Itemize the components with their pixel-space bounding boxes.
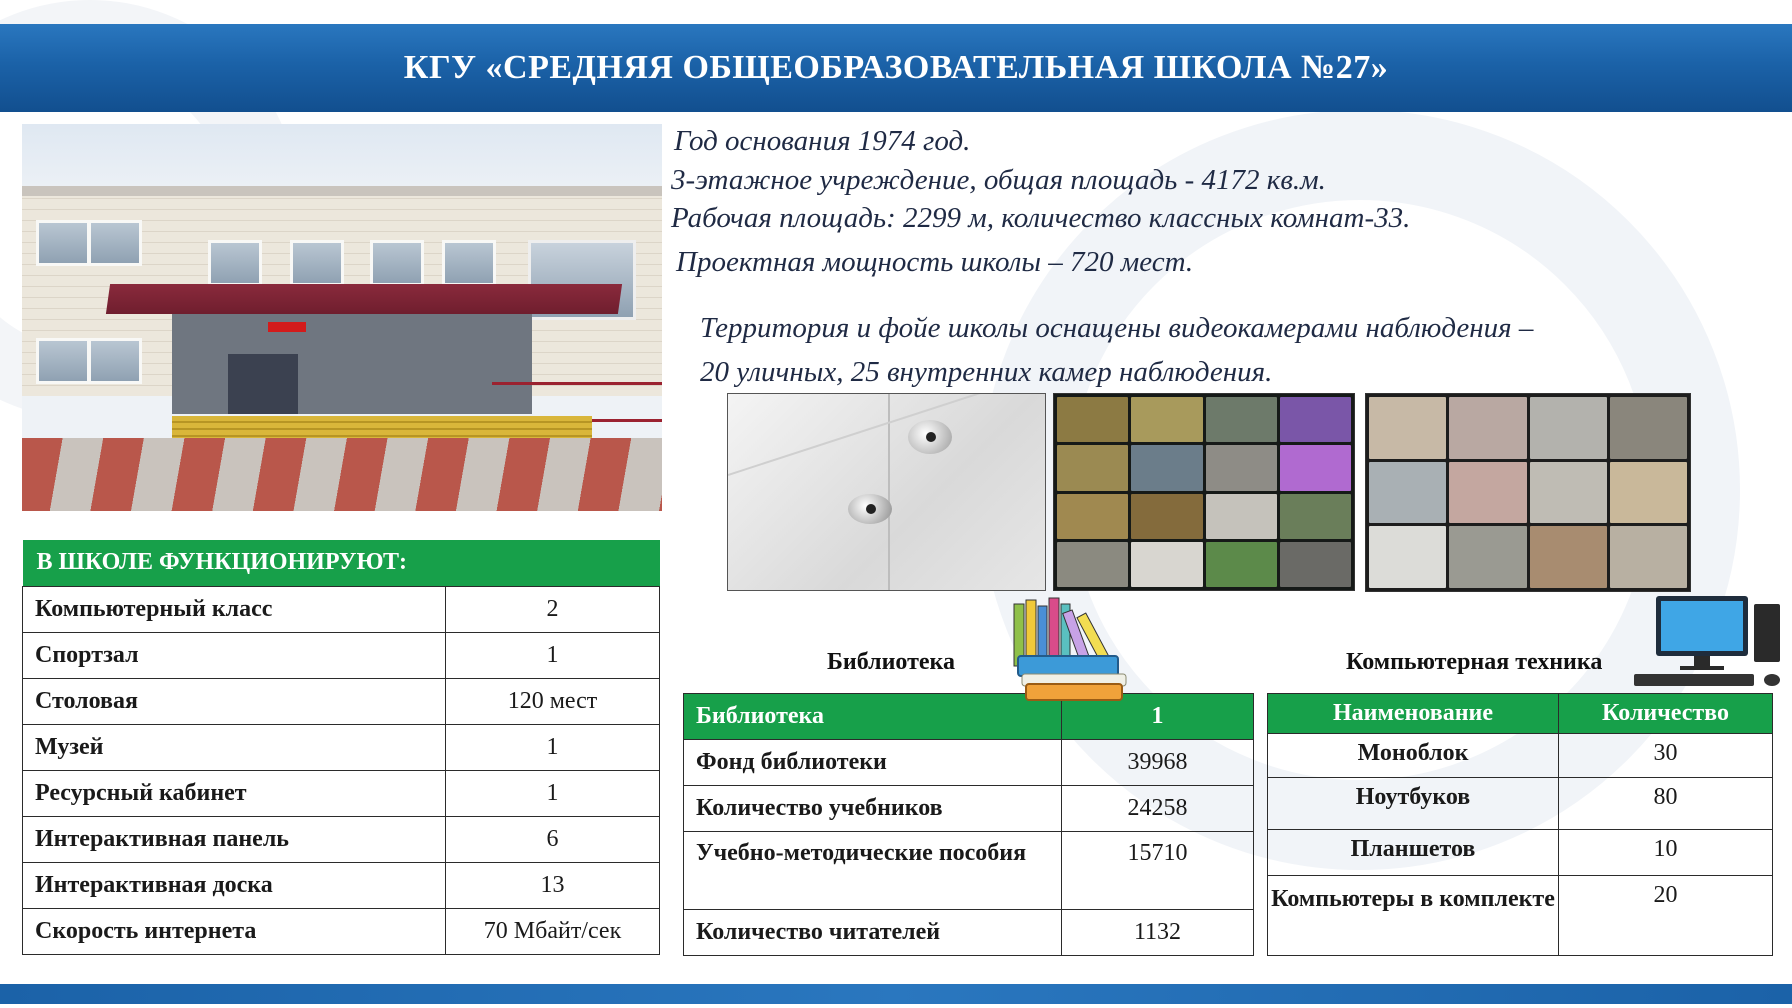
workspace-text: Рабочая площадь: 2299 м, количество классных комнат-33.: [671, 202, 1411, 234]
facilities-table: [22, 540, 660, 955]
capacity-text: Проектная мощность школы – 720 мест.: [676, 246, 1194, 278]
table-row: Компьютеры в комплекте 20: [1268, 876, 1773, 956]
table-row: Компьютерный класс 2: [23, 586, 660, 632]
footer-bar: [0, 984, 1792, 1004]
table-row: Фонд библиотеки 39968: [684, 740, 1254, 786]
table-row: Интерактивная доска 13: [23, 862, 660, 908]
facilities-title: В ШКОЛЕ ФУНКЦИОНИРУЮТ:: [23, 540, 660, 586]
table-row: Столовая 120 мест: [23, 678, 660, 724]
computers-table: [1267, 693, 1773, 956]
table-row: Интерактивная панель 6: [23, 816, 660, 862]
cctv-monitor-photo: [1053, 393, 1355, 591]
table-row: Музей 1: [23, 724, 660, 770]
table-row: Планшетов 10: [1268, 830, 1773, 876]
page-title: КГУ «СРЕДНЯЯ ОБЩЕОБРАЗОВАТЕЛЬНАЯ ШКОЛА №27»: [403, 49, 1389, 86]
ceiling-camera-photo: [727, 393, 1046, 591]
cctv-grid-photo: [1365, 393, 1691, 592]
table-row: Ресурсный кабинет 1: [23, 770, 660, 816]
area-text: 3-этажное учреждение, общая площадь - 4172 кв.м.: [671, 164, 1326, 196]
library-caption: Библиотека: [827, 649, 955, 675]
table-row: Количество учебников 24258: [684, 786, 1254, 832]
table-header-row: Библиотека 1: [684, 694, 1254, 740]
founding-year-text: Год основания 1974 год.: [674, 125, 971, 157]
cameras-text-line1: Территория и фойе школы оснащены видеокамерами наблюдения –: [700, 312, 1534, 344]
computers-caption: Компьютерная техника: [1346, 649, 1603, 675]
cameras-text-line2: 20 уличных, 25 внутренних камер наблюдения.: [700, 356, 1273, 388]
library-table: [683, 693, 1254, 956]
table-header-row: Наименование Количество: [1268, 694, 1773, 734]
title-banner: [0, 24, 1792, 112]
books-icon: [1010, 596, 1138, 706]
table-row: Моноблок 30: [1268, 734, 1773, 778]
table-row: Учебно-методические пособия 15710: [684, 832, 1254, 910]
table-row: Количество читателей 1132: [684, 910, 1254, 956]
table-row: Ноутбуков 80: [1268, 778, 1773, 830]
school-building-photo: [22, 124, 662, 511]
table-row: Скорость интернета 70 Мбайт/сек: [23, 908, 660, 954]
table-row: Спортзал 1: [23, 632, 660, 678]
desktop-computer-icon: [1630, 594, 1786, 690]
